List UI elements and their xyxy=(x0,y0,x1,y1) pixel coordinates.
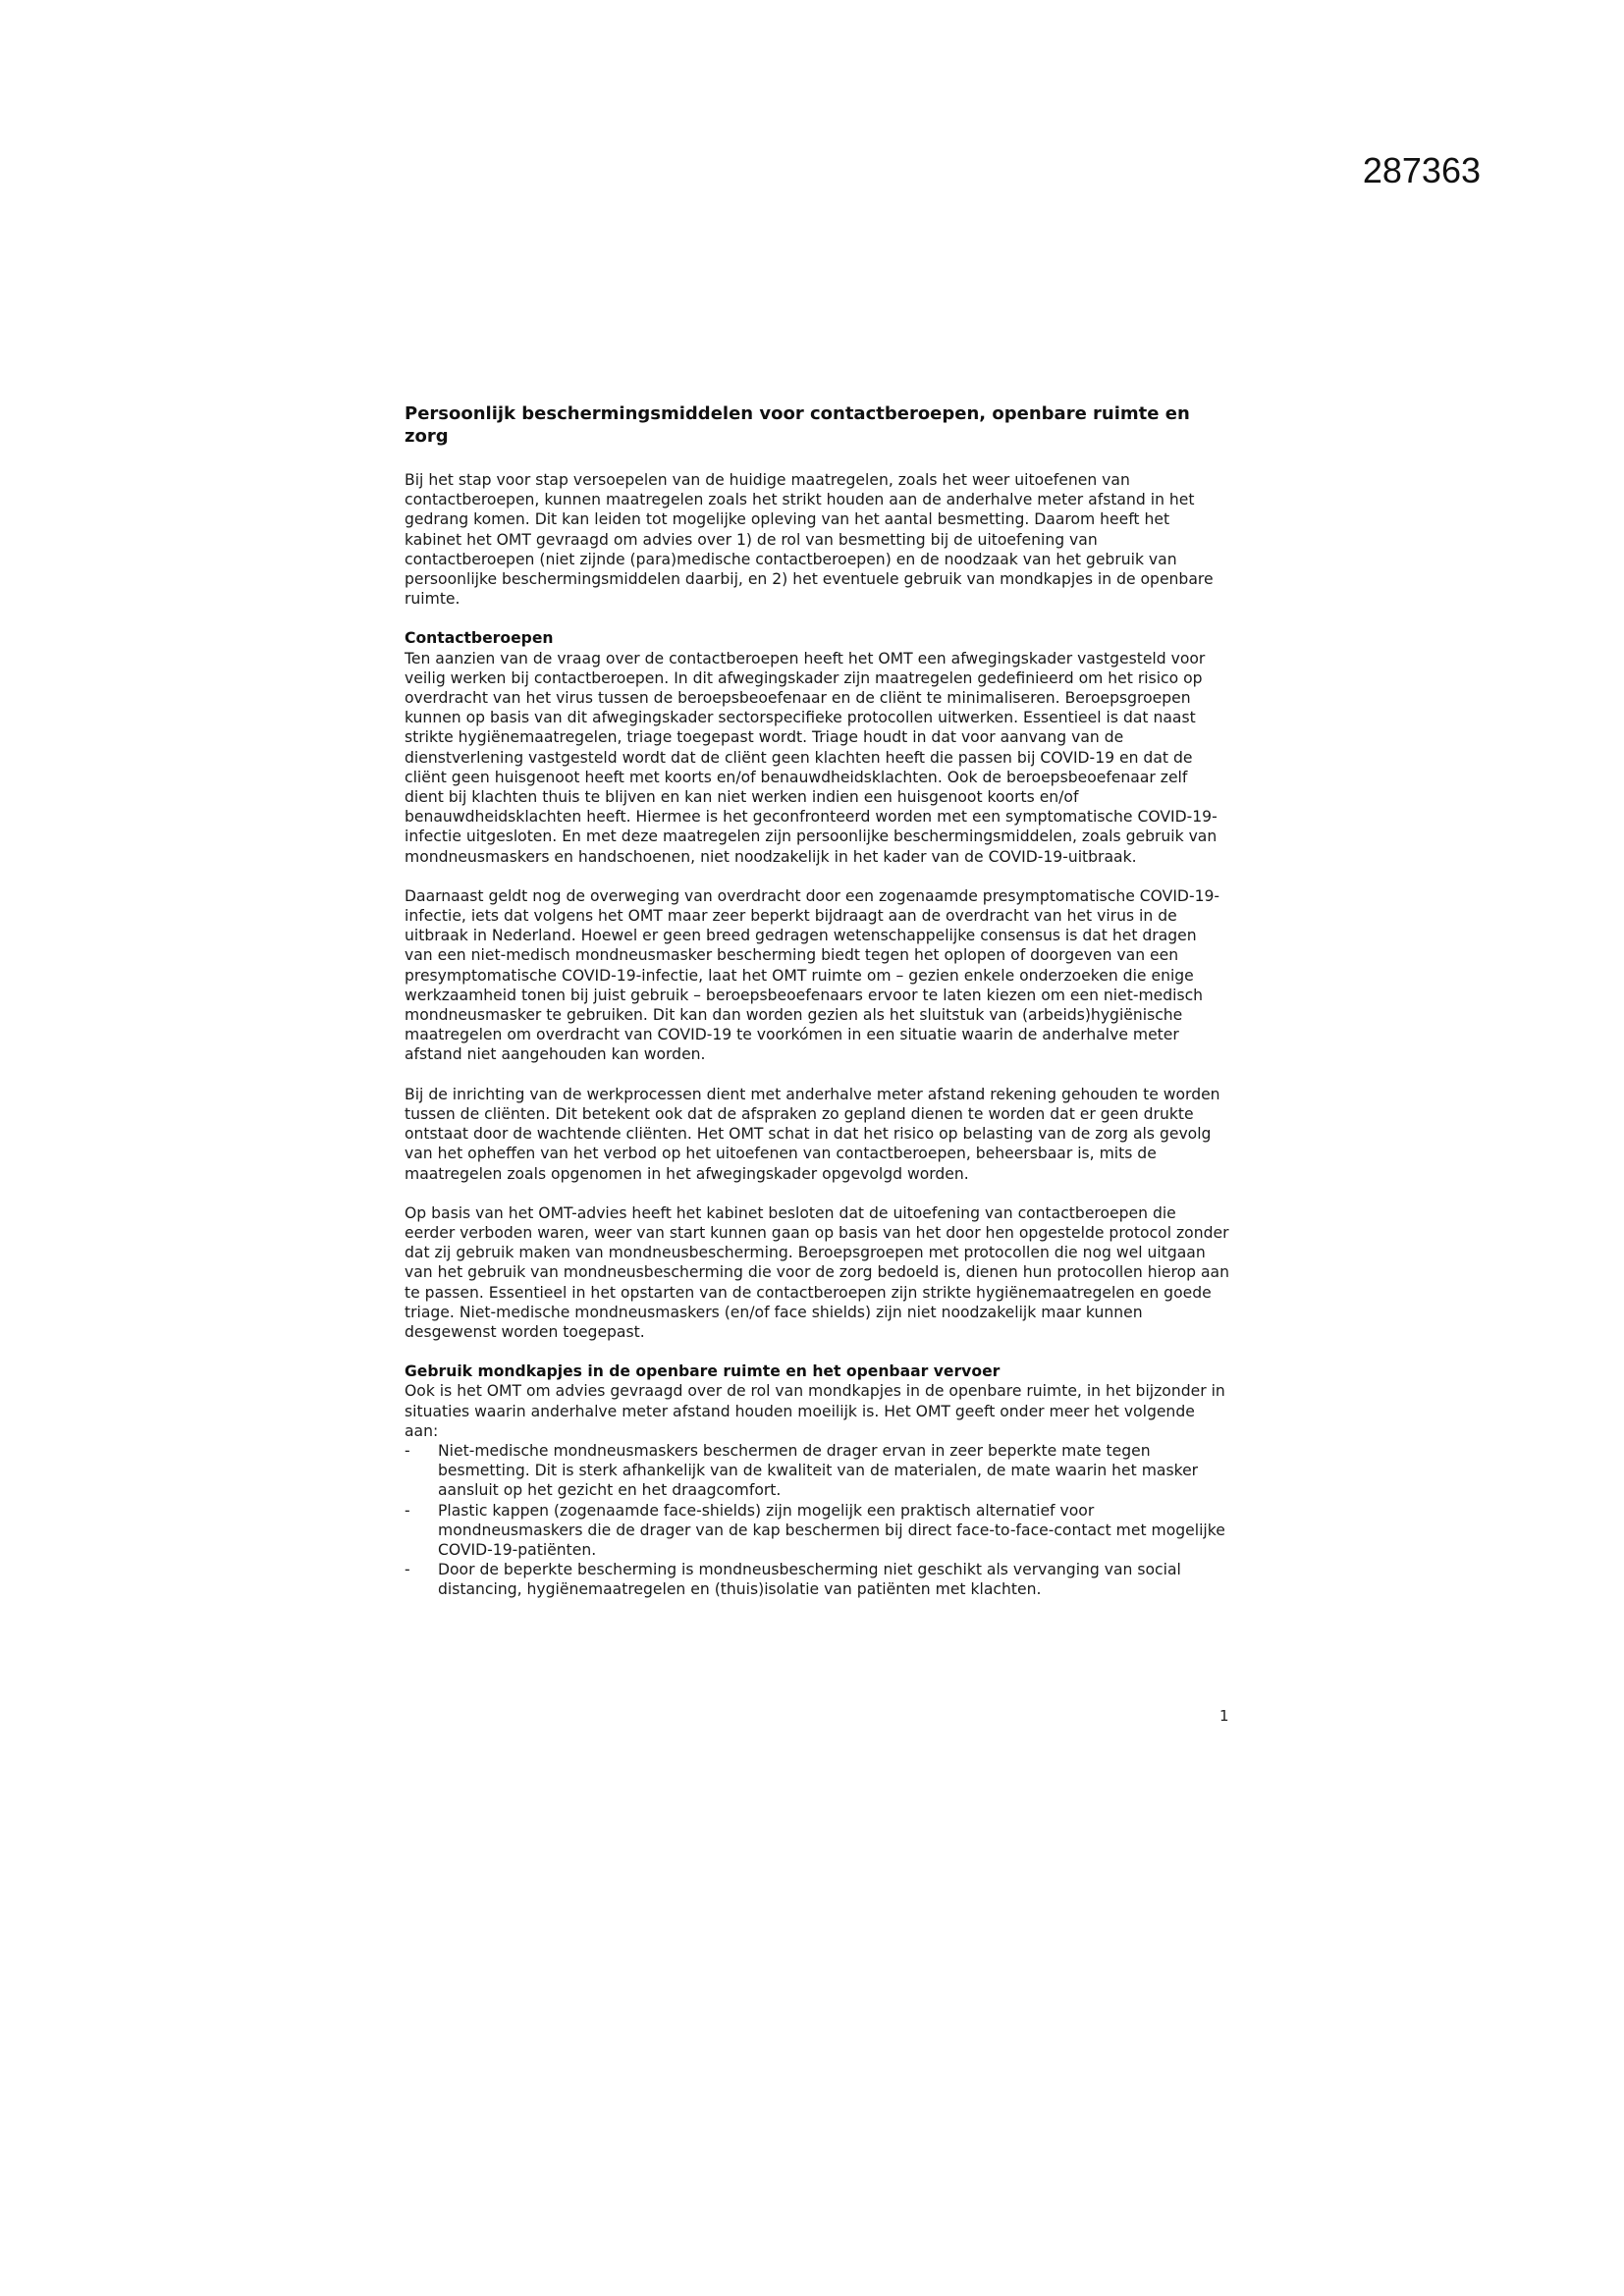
list-item-text: Door de beperkte bescherming is mondneusbescherming niet geschikt als vervanging van social distancing, hygiënemaatregelen en (thuis)isolatie van patiënten met klachten. xyxy=(438,1561,1181,1599)
advice-list xyxy=(405,1441,1229,1600)
section-contactberoepen xyxy=(405,628,1229,1342)
section-heading-contactberoepen: Contactberoepen xyxy=(405,629,554,648)
bullet-marker: - xyxy=(405,1441,410,1460)
list-item xyxy=(405,1501,1229,1561)
contact-paragraph-4: Op basis van het OMT-advies heeft het kabinet besloten dat de uitoefening van contactberoepen die eerder verboden waren, weer van start kunnen gaan op basis van het door hen opgestelde protocol zonder dat zij gebruik maken van mondneusbescherming. Beroepsgroepen met protocollen die nog wel uitgaan van het gebruik van mondneusbescherming die voor de zorg bedoeld is, dienen hun protocollen hierop aan te passen. Essentieel in het opstarten van de contactberoepen zijn strikte hygiënemaatregelen en goede triage. Niet-medische mondneusmaskers (en/of face shields) zijn niet noodzakelijk maar kunnen desgewenst worden toegepast. xyxy=(405,1203,1229,1341)
page-number: 1 xyxy=(1219,1707,1229,1725)
bullet-marker: - xyxy=(405,1561,410,1579)
page-body xyxy=(405,402,1229,1614)
list-item-text: Niet-medische mondneusmaskers beschermen de drager ervan in zeer beperkte mate tegen besmetting. Dit is sterk afhankelijk van de kwaliteit van de materialen, de mate waarin het masker aansluit op het gezicht en het draagcomfort. xyxy=(438,1441,1199,1500)
document-title: Persoonlijk beschermingsmiddelen voor contactberoepen, openbare ruimte en zorg xyxy=(405,403,1190,447)
document-id: 287363 xyxy=(1362,150,1481,190)
contact-paragraph-1: Ten aanzien van de vraag over de contactberoepen heeft het OMT een afwegingskader vastgesteld voor veilig werken bij contactberoepen. In dit afwegingskader zijn maatregelen gedefinieerd om het risico op overdracht van het virus tussen de beroepsbeoefenaar en de cliënt te minimaliseren. Beroepsgroepen kunnen op basis van dit afwegingskader sectorspecifieke protocollen uitwerken. Essentieel is dat naast strikte hygiënemaatregelen, triage toegepast wordt. Triage houdt in dat voor aanvang van de dienstverlening vastgesteld wordt dat de cliënt geen klachten heeft die passen bij COVID-19 en dat de cliënt geen huisgenoot heeft met koorts en/of benauwdheidsklachten. Ook de beroepsbeoefenaar zelf dient bij klachten thuis te blijven en kan niet werken indien een huisgenoot koorts en/of benauwdheidsklachten heeft. Hiermee is het geconfronteerd worden met een symptomatische COVID-19-infectie uitgesloten. En met deze maatregelen zijn persoonlijke beschermingsmiddelen, zoals gebruik van mondneusmaskers en handschoenen, niet noodzakelijk in het kader van de COVID-19-uitbraak. xyxy=(405,649,1218,866)
mondkapjes-paragraph: Ook is het OMT om advies gevraagd over de rol van mondkapjes in de openbare ruimte, in het bijzonder in situaties waarin anderhalve meter afstand houden moeilijk is. Het OMT geeft onder meer het volgende aan: xyxy=(405,1382,1225,1440)
list-item-text: Plastic kappen (zogenaamde face-shields) zijn mogelijk een praktisch alternatief voor mondneusmaskers die de drager van de kap beschermen bij direct face-to-face-contact met mogelijke COVID-19-patiënten. xyxy=(438,1501,1225,1559)
bullet-marker: - xyxy=(405,1501,410,1520)
section-heading-mondkapjes: Gebruik mondkapjes in de openbare ruimte en het openbaar vervoer xyxy=(405,1362,1001,1381)
section-mondkapjes xyxy=(405,1362,1229,1599)
intro-paragraph: Bij het stap voor stap versoepelen van de huidige maatregelen, zoals het weer uitoefenen van contactberoepen, kunnen maatregelen zoals het strikt houden aan de anderhalve meter afstand in het gedrang komen. Dit kan leiden tot mogelijke opleving van het aantal besmetting. Daarom heeft het kabinet het OMT gevraagd om advies over 1) de rol van besmetting bij de uitoefening van contactberoepen (niet zijnde (para)medische contactberoepen) en de noodzaak van het gebruik van persoonlijke beschermingsmiddelen daarbij, en 2) het eventuele gebruik van mondkapjes in de openbare ruimte. xyxy=(405,471,1214,609)
contact-paragraph-2: Daarnaast geldt nog de overweging van overdracht door een zogenaamde presymptomatische COVID-19-infectie, iets dat volgens het OMT maar zeer beperkt bijdraagt aan de overdracht van het virus in de uitbraak in Nederland. Hoewel er geen breed gedragen wetenschappelijke consensus is dat het dragen van een niet-medisch mondneusmasker bescherming biedt tegen het oplopen of doorgeven van een presymptomatische COVID-19-infectie, laat het OMT ruimte om – gezien enkele onderzoeken die enige werkzaamheid tonen bij juist gebruik – beroepsbeoefenaars ervoor te laten kiezen om een niet-medisch mondneusmasker te gebruiken. Dit kan dan worden gezien als het sluitstuk van (arbeids)hygiënische maatregelen om overdracht van COVID-19 te voorkómen in een situatie waarin de anderhalve meter afstand niet aangehouden kan worden. xyxy=(405,886,1220,1064)
contact-paragraph-3: Bij de inrichting van de werkprocessen dient met anderhalve meter afstand rekening gehouden te worden tussen de cliënten. Dit betekent ook dat de afspraken zo gepland dienen te worden dat er geen drukte ontstaat door de wachtende cliënten. Het OMT schat in dat het risico op belasting van de zorg als gevolg van het opheffen van het verbod op het uitoefenen van contactberoepen, beheersbaar is, mits de maatregelen zoals opgenomen in het afwegingskader opgevolgd worden. xyxy=(405,1085,1220,1183)
list-item xyxy=(405,1441,1229,1501)
list-item xyxy=(405,1560,1229,1599)
